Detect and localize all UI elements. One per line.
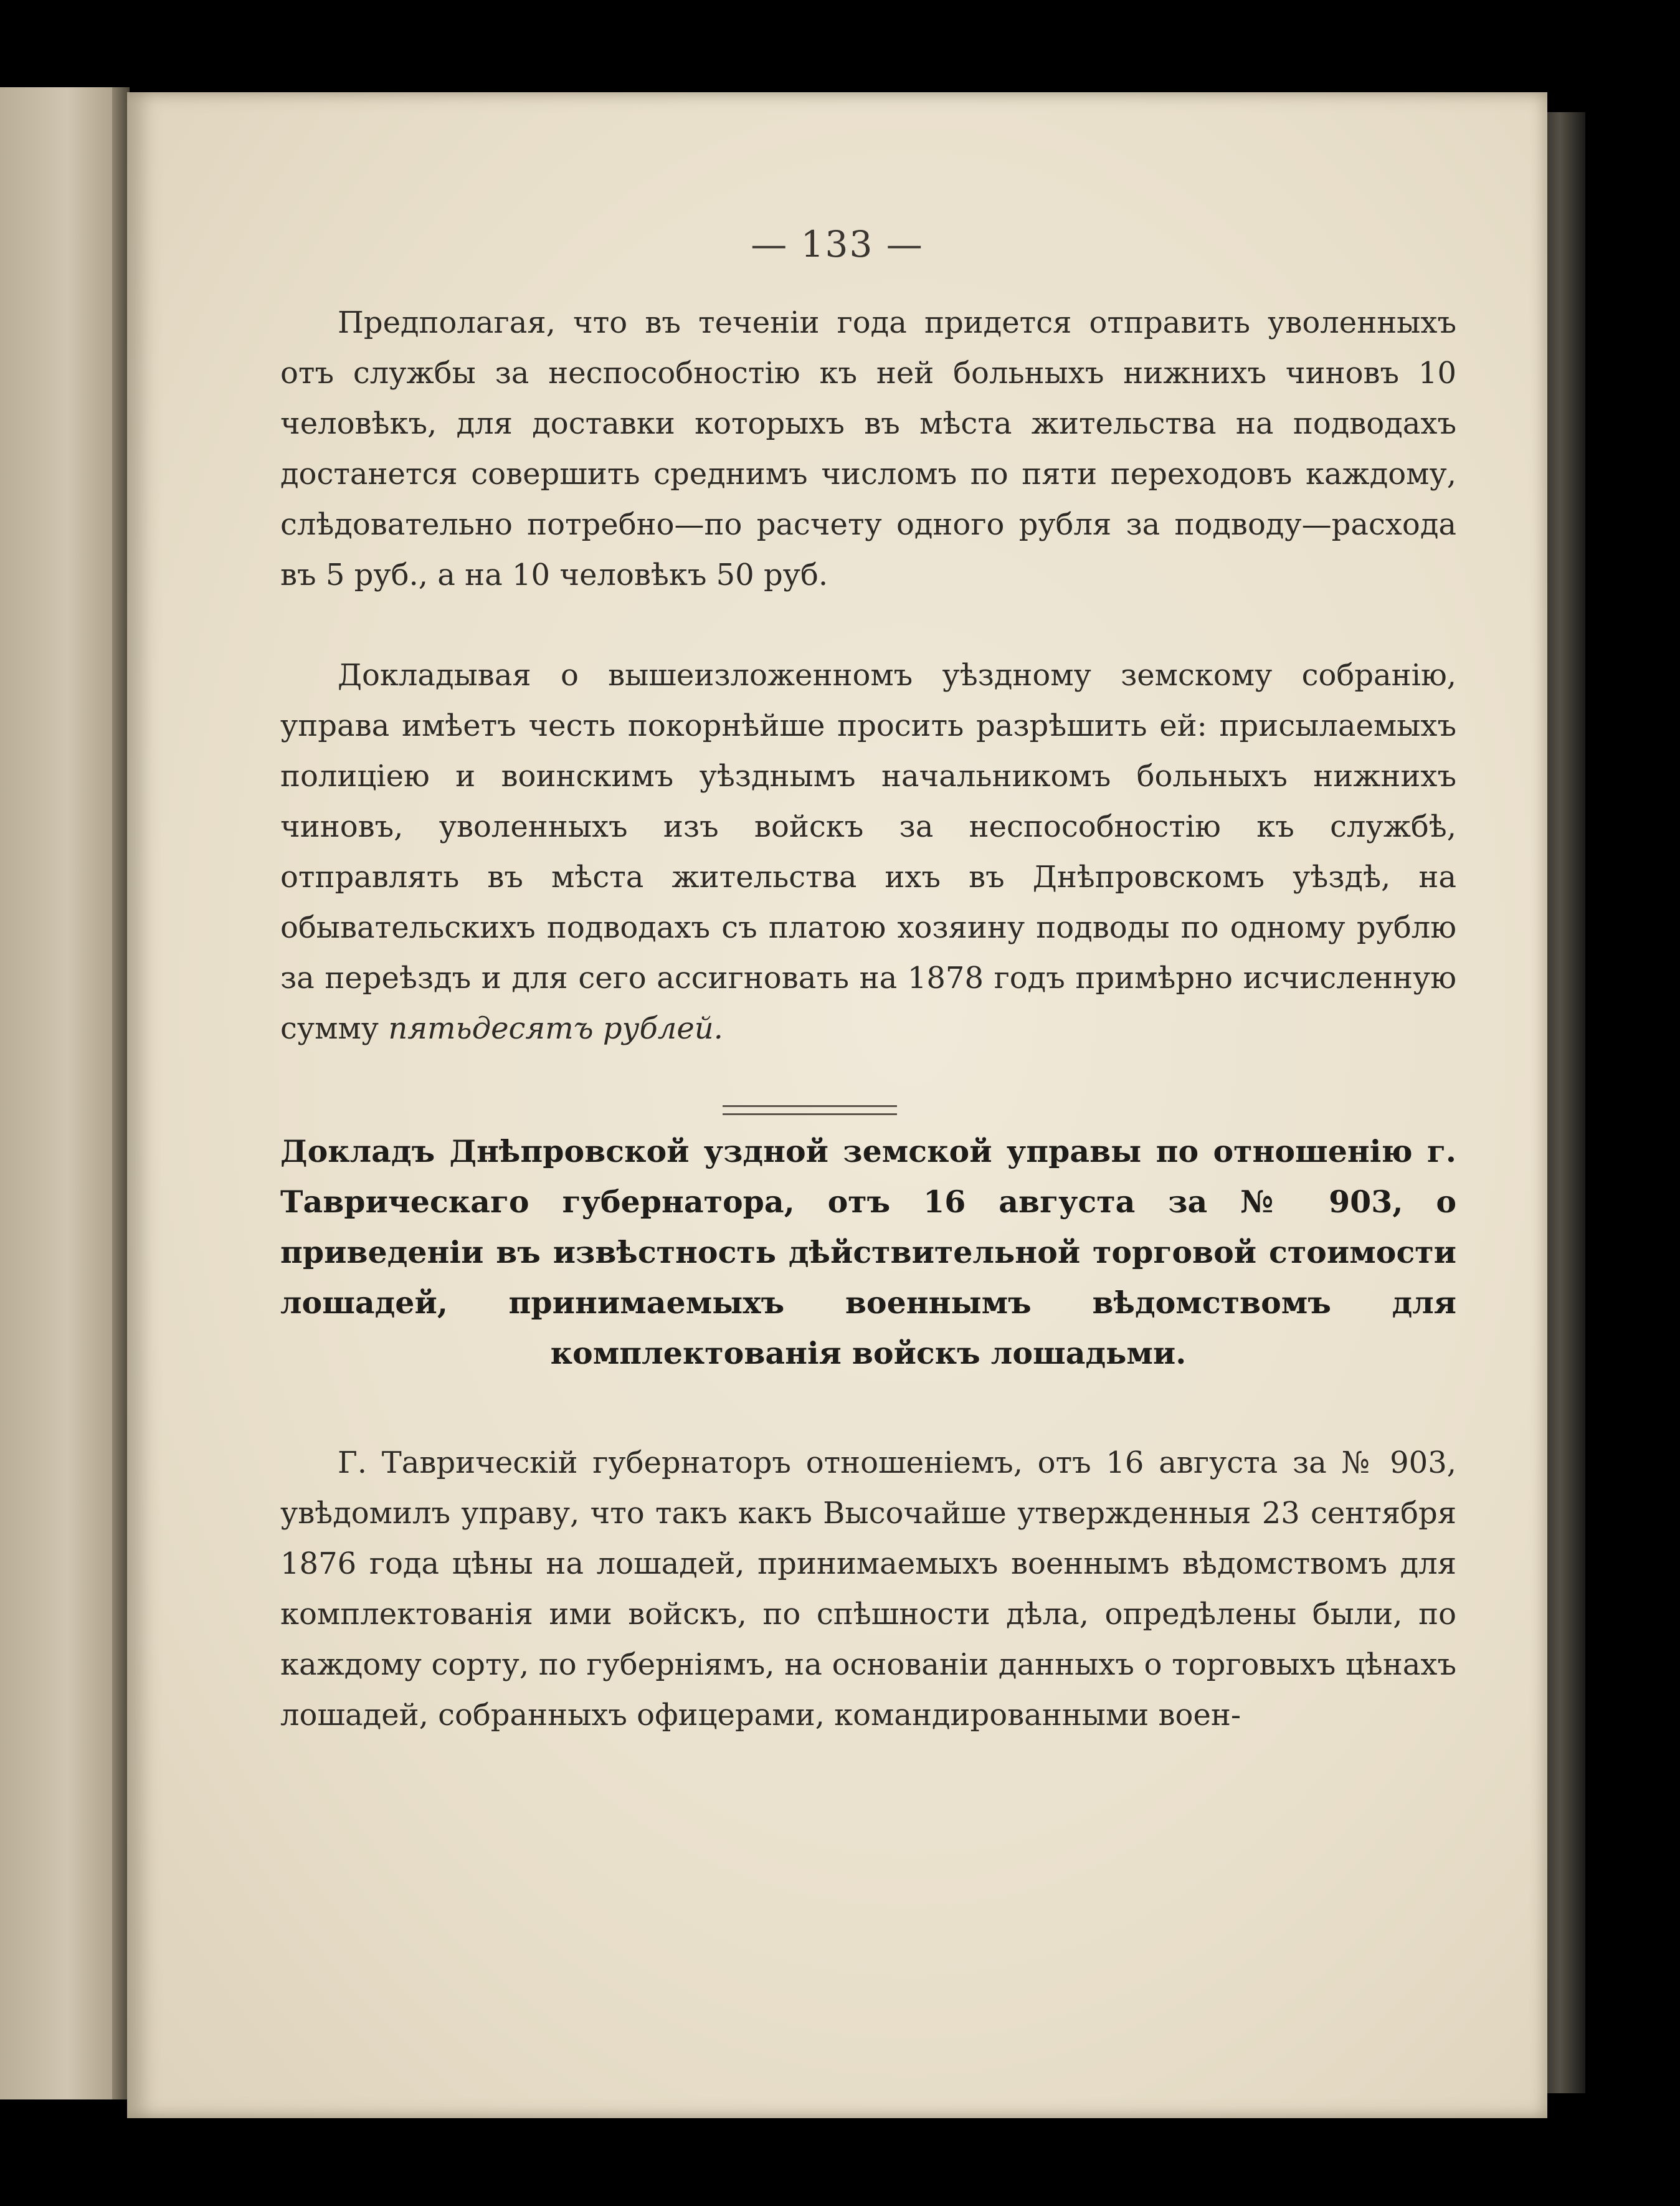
section-heading: Докладъ Днѣпровской уздной земской управы по отношенію г. Таврическаго губернатора, отъ 16 августа за № 903, о приведеніи въ извѣстность дѣйствительной торговой стоимости лошадей, принимаемыхъ военнымъ вѣдомствомъ для комплектованія войскъ лошадьми. [280, 1133, 1456, 1371]
paragraph-1-text: Предполагая, что въ теченіи года придется отправить уволенныхъ отъ службы за неспособностію къ ней больныхъ нижнихъ чиновъ 10 человѣкъ, для доставки которыхъ въ мѣста жительства на подводахъ достанется совершить среднимъ числомъ по пяти переходовъ каждому, слѣдовательно потребно—по расчету одного рубля за подводу—расхода въ 5 руб., а на 10 человѣкъ 50 руб. [280, 305, 1456, 592]
paragraph-1 [280, 298, 1456, 601]
paragraph-3 [280, 1438, 1456, 1741]
left-page-edge [0, 87, 122, 2099]
paragraph-2-text: Докладывая о вышеизложенномъ уѣздному земскому собранію, управа имѣетъ честь покорнѣйше просить разрѣшить ей: присылаемыхъ полиціею и воинскимъ уѣзднымъ начальникомъ больныхъ нижнихъ чиновъ, уволенныхъ изъ войскъ за неспособностію къ службѣ, отправлять въ мѣста жительства ихъ въ Днѣпровскомъ уѣздѣ, на обывательскихъ подводахъ съ платою хозяину подводы по одному рублю за переѣздъ и для сего ассигновать на 1878 годъ примѣрно исчисленную сумму [280, 658, 1456, 1046]
page-number: — 133 — [751, 223, 924, 265]
paragraph-2 [280, 650, 1456, 1054]
section-divider [723, 1105, 897, 1115]
book-page [127, 92, 1547, 2118]
paragraph-3-text: Г. Таврическій губернаторъ отношеніемъ, отъ 16 августа за № 903, увѣдомилъ управу, что такъ какъ Высочайше утвержденныя 23 сентября 1876 года цѣны на лошадей, принимаемыхъ военнымъ вѣдомствомъ для комплектованія ими войскъ, по спѣшности дѣла, опредѣлены были, по каждому сорту, по губерніямъ, на основаніи данныхъ о торговыхъ цѣнахъ лошадей, собранныхъ офицерами, командированными воен- [280, 1445, 1456, 1733]
paragraph-2-italic-sum: пятьдесятъ рублей. [388, 1011, 723, 1046]
